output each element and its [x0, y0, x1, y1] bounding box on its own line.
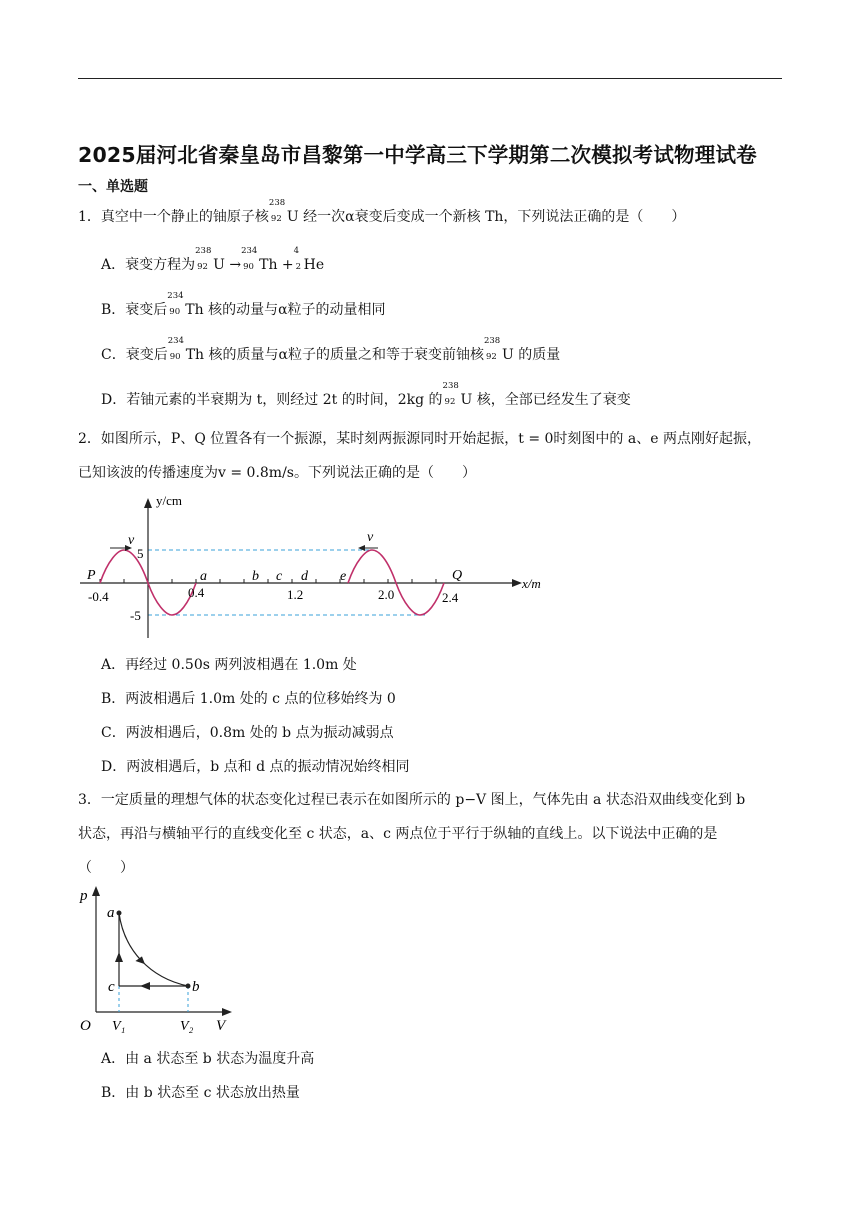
point-c: c: [276, 569, 283, 584]
point-P: P: [87, 568, 96, 583]
q1-stem: 1．真空中一个静止的铀原子核 238 92 U 经一次α衰变后变成一个新核 Th，下列说法正确的是（ ）: [78, 198, 686, 225]
v-axis-label: V: [216, 1018, 226, 1034]
y-tick-neg5: -5: [130, 608, 141, 623]
q2-option-a[interactable]: A．再经过 0.50s 两列波相遇在 1.0m 处: [101, 657, 357, 673]
p-axis-label: p: [80, 888, 88, 904]
x-tick-neg0.4: -0.4: [88, 589, 109, 604]
state-b-label: b: [192, 979, 200, 995]
x-axis-label: x/m: [522, 576, 541, 591]
pv-figure: [78, 882, 248, 1034]
q2-option-b[interactable]: B．两波相遇后 1.0m 处的 c 点的位移始终为 0: [101, 691, 396, 707]
x-tick-2.4: 2.4: [442, 590, 459, 605]
q3-stem-line3: （ ）: [78, 860, 134, 876]
q3-option-b[interactable]: B．由 b 状态至 c 状态放出热量: [101, 1085, 300, 1101]
y-tick-5: 5: [137, 546, 144, 561]
exam-title: 2025届河北省秦皇岛市昌黎第一中学高三下学期第二次模拟考试物理试卷: [78, 143, 757, 167]
point-a: a: [200, 569, 207, 584]
x-tick-1.2: 1.2: [287, 587, 304, 602]
q2-option-c[interactable]: C．两波相遇后，0.8m 处的 b 点为振动减弱点: [101, 725, 394, 741]
q1-option-b[interactable]: B．衰变后 234 90 Th 核的动量与α粒子的动量相同: [101, 291, 386, 318]
v-label-left: v: [128, 533, 135, 548]
curve-a-to-b: [119, 913, 188, 986]
q1-option-d[interactable]: D．若铀元素的半衰期为 t，则经过 2t 的时间，2kg 的 238 92 U 核，全部已经发生了衰变: [101, 381, 631, 408]
point-Q: Q: [452, 568, 463, 583]
q1-option-a[interactable]: A．衰变方程为 238 92 U → 234 90 Th + 4 2 He: [101, 246, 325, 273]
origin-label: O: [80, 1018, 91, 1034]
v2-label: V₂: [180, 1019, 194, 1034]
state-c-label: c: [108, 979, 115, 995]
q3-option-a[interactable]: A．由 a 状态至 b 状态为温度升高: [101, 1051, 315, 1067]
x-tick-0.4: 0.4: [188, 585, 205, 600]
q3-stem-line2: 状态，再沿与横轴平行的直线变化至 c 状态，a、c 两点位于平行于纵轴的直线上。以下说法中正确的是: [78, 826, 718, 842]
point-b-dot: [186, 984, 191, 989]
point-e: e: [340, 569, 347, 584]
v-label-right: v: [367, 530, 374, 545]
q2-stem-line1: 2．如图所示，P、Q 位置各有一个振源，某时刻两振源同时开始起振，t = 0时刻图中的 a、e 两点刚好起振，: [78, 431, 761, 447]
q2-stem-line2: 已知该波的传播速度为v = 0.8m/s。下列说法正确的是（ ）: [78, 465, 476, 481]
section-heading: 一、单选题: [78, 179, 148, 195]
x-axis-arrow: [512, 579, 522, 587]
q3-stem-line1: 3．一定质量的理想气体的状态变化过程已表示在如图所示的 p−V 图上，气体先由 a 状态沿双曲线变化到 b: [78, 792, 746, 808]
state-a-label: a: [107, 905, 115, 921]
wave-figure: [80, 488, 550, 640]
y-axis-label: y/cm: [156, 493, 182, 508]
point-a-dot: [117, 911, 122, 916]
header-rule: [78, 78, 782, 79]
q2-option-d[interactable]: D．两波相遇后，b 点和 d 点的振动情况始终相同: [101, 759, 410, 775]
point-d: d: [301, 569, 308, 584]
v1-label: V₁: [112, 1019, 126, 1034]
x-tick-2.0: 2.0: [378, 587, 395, 602]
u238-nuclide: 238 92: [268, 198, 286, 224]
point-b: b: [252, 569, 259, 584]
y-axis-arrow: [144, 498, 152, 508]
q1-option-c[interactable]: C．衰变后 234 90 Th 核的质量与α粒子的质量之和等于衰变前铀核 238 92 U 的质量: [101, 336, 561, 363]
